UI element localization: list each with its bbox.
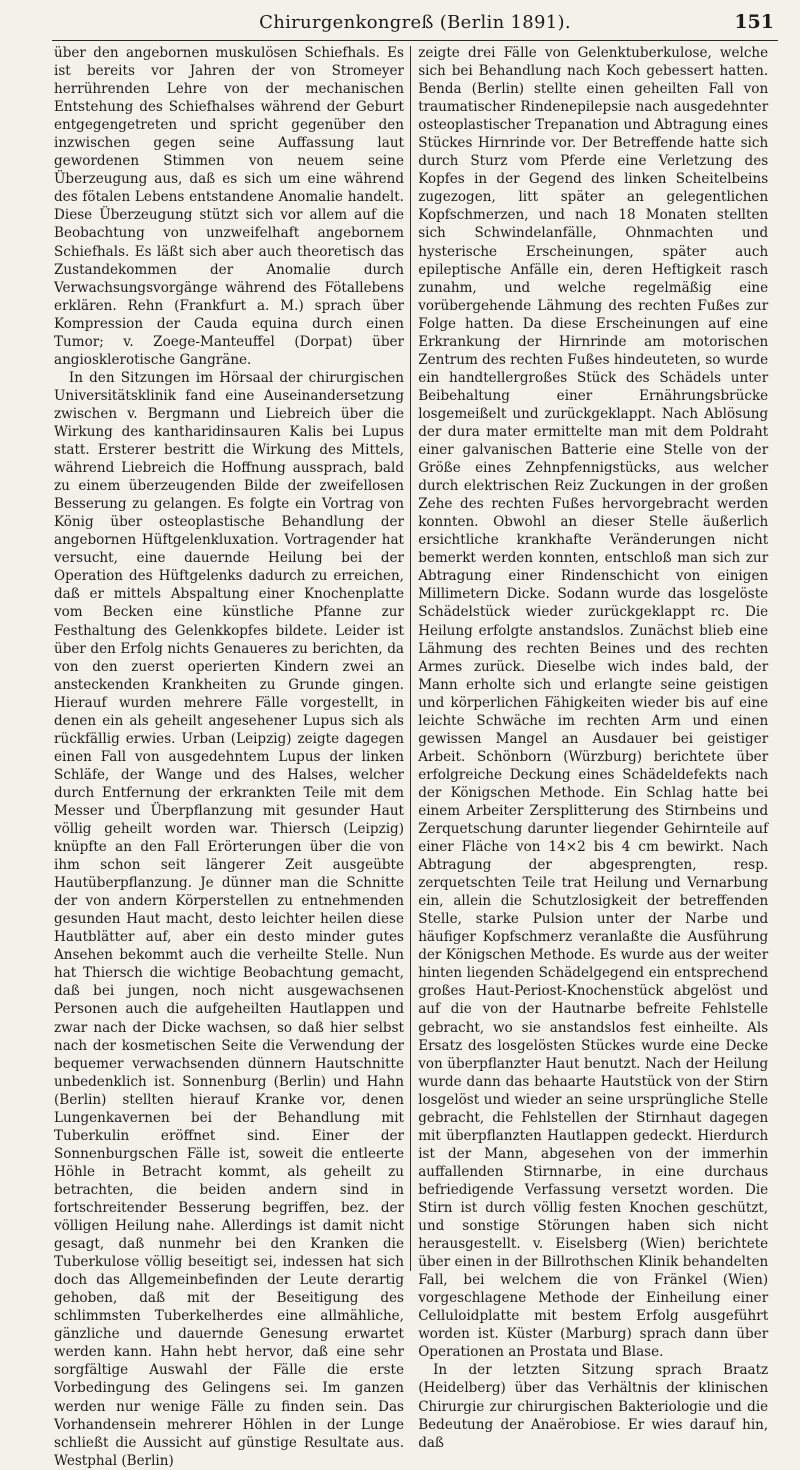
text-columns xyxy=(54,44,778,1469)
paragraph: In den Sitzungen im Hörsaal der chirurgischen Universitätsklinik fand eine Auseinandersetzung zwischen v. Bergmann und Liebreich über die Wirkung des kantharidinsauren Kalis bei Lupus statt. Ersterer bestritt die Wirkung des Mittels, während Liebreich die Hoffnung aussprach, bald zu einem überzeugenden Bilde der zweifellosen Besserung zu gelangen. Es folgte ein Vortrag von König über osteoplastische Behandlung der angebornen Hüftgelenkluxation. Vortragender hat versucht, eine dauernde Heilung bei der Operation des Hüftgelenks dadurch zu erreichen, daß er mittels Abspaltung einer Knochenplatte vom Becken eine künstliche Pfanne zur Festhaltung des Gelenkkopfes bildete. Leider ist über den Erfolg nichts Genaueres zu berichten, da von den zuerst operierten Kindern zwei an ansteckenden Krankheiten zu Grunde gingen. Hierauf wurden mehrere Fälle vorgestellt, in denen ein als geheilt angesehener Lupus sich als rückfällig erwies. Urban (Leipzig) zeigte dagegen einen Fall von ausgedehntem Lupus der linken Schläfe, der Wange und des Halses, welcher durch Entfernung der erkrankten Teile mit dem Messer und Überpflanzung mit gesunder Haut völlig geheilt worden war. Thiersch (Leipzig) knüpfte an den Fall Erörterungen über die von ihm schon seit längerer Zeit ausgeübte Hautüberpflanzung. Je dünner man die Schnitte der von andern Körperstellen zu entnehmenden gesunden Haut macht, desto leichter heilen diese Hautblätter auf, aber ein desto minder gutes Ansehen bekommt auch die verheilte Stelle. Nun hat Thiersch die wichtige Beobachtung gemacht, daß bei jungen, noch nicht ausgewachsenen Personen auch die aufgeheilten Hautlappen und zwar nach der Dicke wachsen, so daß hier selbst nach der kosmetischen Seite die Verwendung der bequemer verwachsenden dünnern Hautschnitte unbedenklich ist. Sonnenburg (Berlin) und Hahn (Berlin) stellten hierauf Kranke vor, denen Lungenkavernen bei der Behandlung mit Tuberkulin eröffnet sind. Einer der Sonnenburgschen Fälle ist, soweit die entleerte Höhle in Betracht kommt, als geheilt zu betrachten, die beiden andern sind in fortschreitender Besserung begriffen, bez. der völligen Heilung nahe. Allerdings ist damit nicht gesagt, daß nunmehr bei den Kranken die Tuberkulose völlig beseitigt sei, indessen hat sich doch das Allgemeinbefinden der Leute derartig gehoben, daß mit der Beseitigung des schlimmsten Tuberkelherdes eine allmähliche, gänzliche und dauernde Genesung erwartet werden kann. Hahn hebt hervor, daß eine sehr sorgfältige Auswahl der Fälle die erste Vorbedingung des Gelingens sei. Im ganzen werden nur wenige Fälle zu finden sein. Das Vorhandensein mehrerer Höhlen in der Lunge schließt die Aussicht auf günstige Resultate aus. Westphal (Berlin) xyxy=(54,369,404,1469)
paragraph: zeigte drei Fälle von Gelenktuberkulose, welche sich bei Behandlung nach Koch gebessert hatten. Benda (Berlin) stellte einen geheilten Fall von traumatischer Rindenepilepsie nach ausgedehnter osteoplastischer Trepanation und Abtragung eines Stückes Hirnrinde vor. Der Betreffende hatte sich durch Sturz vom Pferde eine Verletzung des Kopfes in der Gegend des linken Scheitelbeins zugezogen, litt später an gelegentlichen Kopfschmerzen, und nach 18 Monaten stellten sich Schwindelanfälle, Ohnmachten und hysterische Erscheinungen, später auch epileptische Anfälle ein, deren Heftigkeit rasch zunahm, und welche regelmäßig eine vorübergehende Lähmung des rechten Fußes zur Folge hatten. Da diese Erscheinungen auf eine Erkrankung der Hirnrinde am motorischen Zentrum des rechten Fußes hindeuteten, so wurde ein handtellergroßes Stück des Schädels unter Beibehaltung einer Ernährungsbrücke losgemeißelt und zurückgeklappt. Nach Ablösung der dura mater ermittelte man mit dem Poldraht einer galvanischen Batterie eine Stelle von der Größe eines Zehnpfennigstücks, aus welcher durch elektrischen Reiz Zuckungen in der großen Zehe des rechten Fußes hervorgebracht werden konnten. Obwohl an dieser Stelle äußerlich ersichtliche krankhafte Veränderungen nicht bemerkt werden konnten, entschloß man sich zur Abtragung einer Rindenschicht von einigen Millimetern Dicke. Sodann wurde das losgelöste Schädelstück wieder zurückgeklappt rc. Die Heilung erfolgte anstandslos. Zunächst blieb eine Lähmung des rechten Beines und des rechten Armes zurück. Dieselbe wich indes bald, der Mann erholte sich und erlangte seine geistigen und körperlichen Fähigkeiten wieder bis auf eine leichte Schwäche im rechten Arm und einen gewissen Mangel an Ausdauer bei geistiger Arbeit. Schönborn (Würzburg) berichtete über erfolgreiche Deckung eines Schädeldefekts nach der Königschen Methode. Ein Schlag hatte bei einem Arbeiter Zersplitterung des Stirnbeins und Zerquetschung darunter liegender Gehirnteile auf einer Fläche von 14×2 bis 4 cm bewirkt. Nach Abtragung der abgesprengten, resp. zerquetschten Teile trat Heilung und Vernarbung ein, allein die Schutzlosigkeit der betreffenden Stelle, starke Pulsion unter der Narbe und häufiger Kopfschmerz veranlaßte die Ausführung der Königschen Methode. Es wurde aus der weiter hinten liegenden Schädelgegend ein entsprechend großes Haut-Periost-Knochenstück abgelöst und auf die von der Hautnarbe befreite Fehlstelle gebracht, wo sie anstandslos fest einheilte. Als Ersatz des losgelösten Stückes wurde eine Decke von überpflanzter Haut benutzt. Nach der Heilung wurde dann das behaarte Hautstück von der Stirn losgelöst und wieder an seine ursprüngliche Stelle gebracht, die Fehlstellen der Stirnhaut dagegen mit überpflanzten Hautlappen gedeckt. Hierdurch ist der Mann, abgesehen von der immerhin auffallenden Stirnnarbe, in eine durchaus befriedigende Verfassung versetzt worden. Die Stirn ist durch völlig festen Knochen geschützt, und sonstige Störungen haben sich nicht herausgestellt. v. Eiselsberg (Wien) berichtete über einen in der Billrothschen Klinik behandelten Fall, bei welchem die von Fränkel (Wien) vorgeschlagene Methode der Einheilung einer Celluloidplatte mit bestem Erfolg ausgeführt worden ist. Küster (Marburg) sprach dann über Operationen an Prostata und Blase. xyxy=(418,45,769,1361)
paragraph: über den angebornen muskulösen Schiefhals. Es ist bereits vor Jahren der von Stromeyer herrührenden Lehre von der mechanischen Entstehung des Schiefhalses während der Geburt entgegengetreten und spricht gegenüber den inzwischen gegen seine Auffassung laut gewordenen Stimmen von neuem seine Überzeugung aus, daß es sich um eine während des fötalen Lebens entstandene Anomalie handelt. Diese Überzeugung stützt sich vor allem auf die Beobachtung von unzweifelhaft angebornem Schiefhals. Es läßt sich aber auch theoretisch das Zustandekommen der Anomalie durch Verwachsungsvorgänge während des Fötallebens erklären. Rehn (Frankfurt a. M.) sprach über Kompression der Cauda equina durch einen Tumor; v. Zoege-Manteuffel (Dorpat) über angiosklerotische Gangräne. xyxy=(54,45,404,368)
paragraph: In der letzten Sitzung sprach Braatz (Heidelberg) über das Verhältnis der klinischen Chirurgie zur chirurgischen Bakteriologie und die Bedeutung der Anaërobiose. Er wies darauf hin, daß xyxy=(418,1362,769,1451)
page-number: 151 xyxy=(734,11,774,33)
left-column xyxy=(54,44,410,1469)
right-column xyxy=(411,44,769,1451)
running-header xyxy=(52,6,778,41)
running-title: Chirurgenkongreß (Berlin 1891). xyxy=(259,12,571,33)
